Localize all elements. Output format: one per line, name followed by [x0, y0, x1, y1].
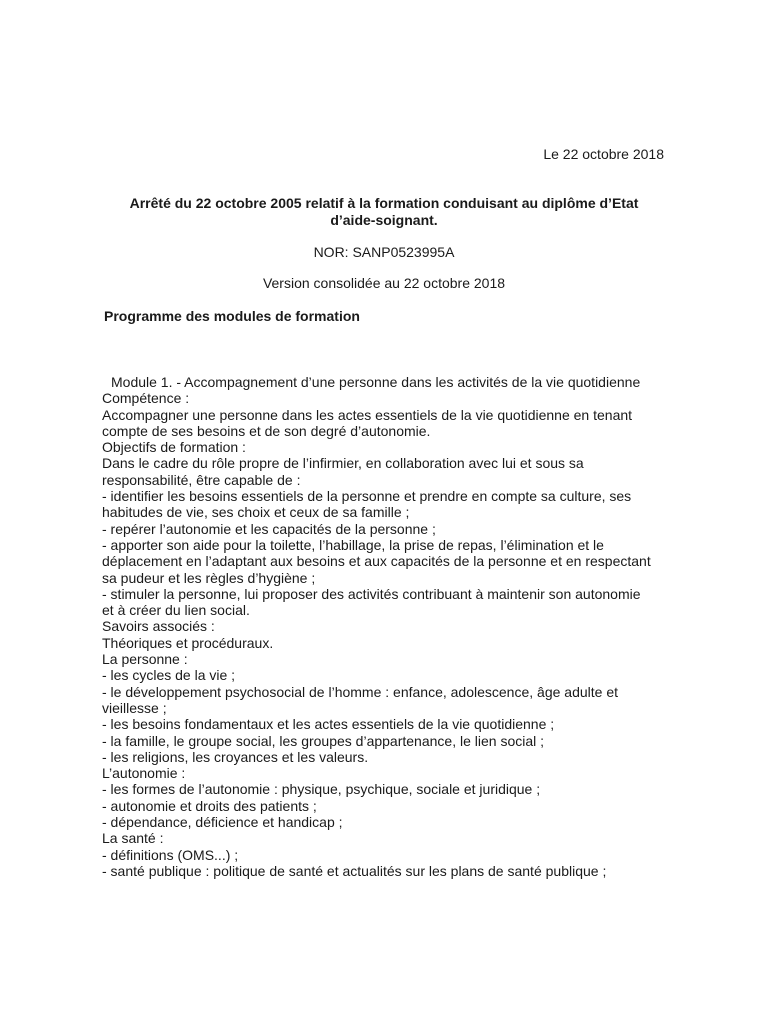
body-line: - les cycles de la vie ;	[102, 667, 236, 684]
body-line: - santé publique : politique de santé et actualités sur les plans de santé publique ;	[102, 862, 607, 879]
section-heading: Programme des modules de formation	[104, 308, 360, 324]
document-title-line: Arrêté du 22 octobre 2005 relatif à la formation conduisant au diplôme d’Etat	[129, 195, 639, 211]
body-line: Objectifs de formation :	[102, 439, 246, 456]
body-line: et à créer du lien social.	[102, 602, 250, 619]
body-line: - les besoins fondamentaux et les actes essentiels de la vie quotidienne ;	[102, 716, 555, 733]
body-line: - autonomie et droits des patients ;	[102, 797, 317, 814]
body-line: - identifier les besoins essentiels de la personne et prendre en compte sa culture, ses	[102, 488, 632, 505]
body-line: - la famille, le groupe social, les groupes d’appartenance, le lien social ;	[102, 732, 545, 749]
body-line: - le développement psychosocial de l’homme : enfance, adolescence, âge adulte et	[102, 683, 618, 700]
body-line: Compétence :	[102, 390, 190, 407]
version-note: Version consolidée au 22 octobre 2018	[262, 275, 506, 291]
nor-reference: NOR: SANP0523995A	[313, 244, 455, 260]
body-line: Dans le cadre du rôle propre de l’infirmier, en collaboration avec lui et sous sa	[102, 455, 584, 472]
body-line: La santé :	[102, 830, 164, 847]
body-line: - définitions (OMS...) ;	[102, 846, 239, 863]
body-line: vieillesse ;	[102, 699, 167, 716]
body-line: - les religions, les croyances et les valeurs.	[102, 748, 369, 765]
document-title-line: d’aide-soignant.	[330, 212, 438, 228]
document-body	[102, 374, 682, 879]
body-line: - repérer l’autonomie et les capacités de la personne ;	[102, 520, 436, 537]
body-line: - dépendance, déficience et handicap ;	[102, 814, 343, 831]
body-line: - stimuler la personne, lui proposer des activités contribuant à maintenir son autonomie	[102, 585, 641, 602]
body-line: Savoirs associés :	[102, 618, 215, 635]
body-line: Théoriques et procéduraux.	[102, 634, 274, 651]
body-line: habitudes de vie, ses choix et ceux de sa famille ;	[102, 504, 410, 521]
body-line: - apporter son aide pour la toilette, l’habillage, la prise de repas, l’élimination et le	[102, 536, 604, 553]
document-title	[100, 195, 668, 229]
document-date: Le 22 octobre 2018	[543, 146, 664, 162]
body-line: Accompagner une personne dans les actes essentiels de la vie quotidienne en tenant	[102, 406, 633, 423]
body-line: - les formes de l’autonomie : physique, psychique, sociale et juridique ;	[102, 781, 541, 798]
body-line: Module 1. - Accompagnement d’une personne dans les activités de la vie quotidienne	[111, 374, 641, 390]
body-line: déplacement en l’adaptant aux besoins et aux capacités de la personne et en respectant	[102, 553, 651, 570]
body-line: La personne :	[102, 651, 188, 668]
body-line: responsabilité, être capable de :	[102, 471, 301, 488]
body-line: L’autonomie :	[102, 765, 186, 782]
body-line: compte de ses besoins et de son degré d’autonomie.	[102, 422, 431, 439]
body-line: sa pudeur et les règles d’hygiène ;	[102, 569, 316, 586]
